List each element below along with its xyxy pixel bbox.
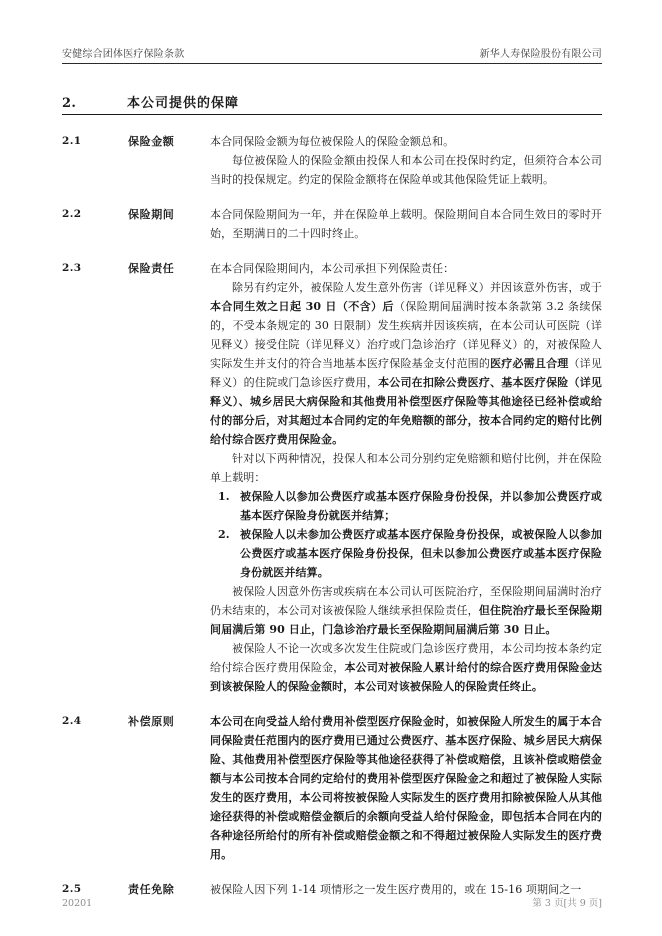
clause-title: 保险金额: [128, 135, 175, 148]
text-run: （详见释义）的住院或门急诊医疗费用，: [210, 357, 602, 389]
page-footer: [62, 895, 602, 909]
header-left-text: 安健综合团体医疗保险条款: [62, 49, 185, 60]
section-heading: [62, 92, 602, 115]
clause-title: 保险责任: [128, 262, 175, 275]
list-item: [210, 487, 602, 525]
clause-body: [210, 712, 602, 864]
clause-2-3: [62, 259, 602, 696]
clause-number: 2.3: [62, 262, 82, 274]
paragraph: 针对以下两种情况，投保人和本公司分别约定免赔额和赔付比例，并在保险单上载明：: [210, 452, 602, 484]
paragraph: 被保险人因下列 1-14 项情形之一发生医疗费用的，或在 15-16 项期间之一: [210, 883, 582, 896]
footer-document-code: 20201: [62, 898, 93, 909]
page-header: [62, 45, 602, 60]
text-run-bold: 但住院治疗最长至保险期间届满后第 90 日止，门急诊治疗最长至保险期间届满后第 30 日止。: [210, 604, 602, 636]
clause-number: 2.4: [62, 715, 82, 727]
clause-body: [210, 205, 602, 243]
footer-page-number: 第 3 页[共 9 页]: [532, 898, 602, 909]
text-run: （保险期间届满时按本条款第 3.2 条续保的，不受本条规定的 30 日限制）发生疾病并因该疾病，在本公司认可医院（详见释义）接受住院（详见释义）治疗或门急诊治疗（详见释义）的，对被保险人实际发生并支付的符合当地基本医疗保险基金支付范围的: [210, 300, 603, 370]
text-run-bold: 本合同生效之日起 30 日（不含）后: [210, 300, 394, 313]
clause-2-4: [62, 712, 602, 864]
paragraph: 在本合同保险期间内，本公司承担下列保险责任：: [210, 262, 455, 275]
clause-2-2: [62, 205, 602, 243]
list-item-text: 被保险人以参加公费医疗或基本医疗保险身份投保，并以参加公费医疗或基本医疗保险身份就医并结算；: [240, 490, 602, 522]
clause-title: 保险期间: [128, 208, 175, 221]
paragraph-mixed-emphasis: [210, 639, 602, 696]
list-item-number: 2.: [218, 528, 230, 541]
clause-number: 2.2: [62, 208, 82, 220]
paragraph-mixed-emphasis: [210, 582, 602, 639]
list-item-number: 1.: [218, 490, 230, 503]
clause-title: 补偿原则: [128, 715, 175, 728]
text-run: 除另有约定外，被保险人发生意外伤害（详见释义）并因该意外伤害，或于: [232, 281, 602, 294]
list-item-text: 被保险人以未参加公费医疗或基本医疗保险身份投保，或被保险人以参加公费医疗或基本医疗保险身份投保，但未以参加公费医疗或基本医疗保险身份就医并结算。: [240, 528, 602, 579]
paragraph: 每位被保险人的保险金额由投保人和本公司在投保时约定，但须符合本公司当时的投保规定。约定的保险金额将在保险单或其他保险凭证上载明。: [210, 154, 602, 186]
text-run-bold: 本公司对被保险人累计给付的综合医疗费用保险金达到该被保险人的保险金额时，本公司对该被保险人的保险责任终止。: [210, 661, 602, 693]
numbered-list: [210, 487, 602, 582]
clause-number: 2.5: [62, 883, 82, 895]
list-item: [210, 525, 602, 582]
text-run-bold: 本公司在扣除公费医疗、基本医疗保险（详见释义）、城乡居民大病保险和其他费用补偿型医疗保险等其他途径已经补偿或给付的部分后，对其超过本合同约定的年免赔额的部分，按本合同约定的赔付比例给付综合医疗费用保险金。: [210, 376, 603, 446]
header-divider: [62, 63, 602, 64]
section-number: 2.: [62, 96, 77, 111]
clause-title: 责任免除: [128, 883, 175, 896]
clause-body: [210, 259, 602, 696]
clause-2-1: [62, 132, 602, 189]
paragraph: 本合同保险期间为一年，并在保险单上载明。保险期间自本合同生效日的零时开始，至期满日的二十四时终止。: [210, 208, 602, 240]
clause-body: [210, 132, 602, 189]
paragraph: 本合同保险金额为每位被保险人的保险金额总和。: [210, 135, 455, 148]
clause-number: 2.1: [62, 135, 82, 147]
paragraph-mixed-emphasis: [210, 278, 602, 449]
paragraph-bold: 本公司在向受益人给付费用补偿型医疗保险金时，如被保险人所发生的属于本合同保险责任范围内的医疗费用已通过公费医疗、基本医疗保险、城乡居民大病保险、其他费用补偿型医疗保险等其他途径获得了补偿或赔偿，且该补偿或赔偿金额与本公司按本合同约定给付的费用补偿型医疗保险金之和超过了被保险人实际发生的医疗费用，本公司将按被保险人实际发生的医疗费用扣除被保险人从其他途径获得的补偿或赔偿金额后的余额向受益人给付保险金，即包括本合同在内的各种途径所给付的所有补偿或赔偿金额之和不得超过被保险人实际发生的医疗费用。: [210, 715, 602, 861]
text-run: 被保险人不论一次或多次发生住院或门急诊医疗费用，本公司均按本条约定给付综合医疗费用保险金，: [210, 642, 602, 674]
text-run-bold: 医疗必需且合理: [490, 357, 569, 370]
text-run: 被保险人因意外伤害或疾病在本公司认可医院治疗，至保险期间届满时治疗仍未结束的，本公司对该被保险人继续承担保险责任，: [210, 585, 602, 617]
header-right-text: 新华人寿保险股份有限公司: [479, 49, 602, 60]
document-content: [62, 92, 602, 915]
section-title: 本公司提供的保障: [127, 96, 240, 111]
